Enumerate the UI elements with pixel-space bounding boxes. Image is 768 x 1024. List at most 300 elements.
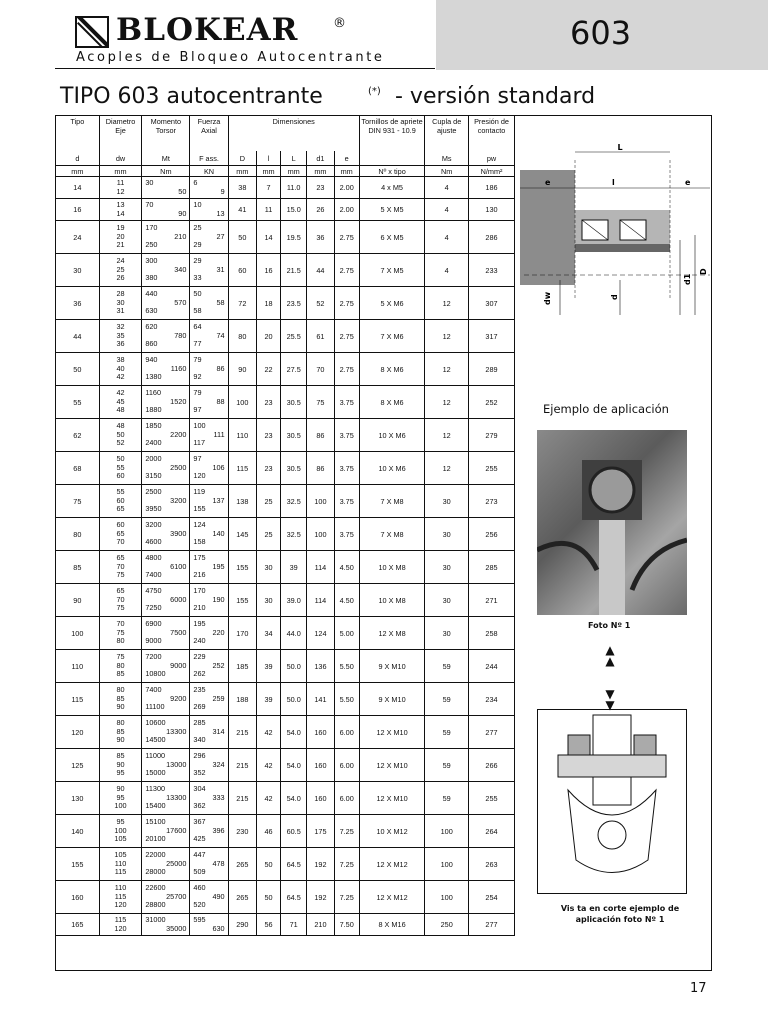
unit-cell: mm	[56, 166, 100, 177]
cell-value: 30	[145, 177, 154, 187]
cell-value: 65	[116, 586, 125, 596]
cell-value: 100	[193, 421, 206, 431]
cell-d: 44	[56, 320, 100, 353]
cell-value: 630	[212, 923, 225, 933]
table-row	[56, 683, 515, 716]
cell-L: 25.5	[281, 320, 307, 353]
cut-view-caption	[540, 903, 700, 925]
cell-value: 124	[193, 520, 206, 530]
cell-value: 10600	[145, 718, 166, 728]
table-row	[56, 650, 515, 683]
diagram-label-d: d	[610, 294, 619, 300]
cell-screw: 5 X M6	[359, 287, 425, 320]
cell-mt	[142, 320, 190, 353]
cell-pw: 285	[469, 551, 515, 584]
cell-pw: 255	[469, 452, 515, 485]
cell-value: 105	[114, 834, 127, 844]
cell-value: 170	[145, 223, 158, 233]
cell-value: 1160	[170, 363, 187, 373]
table-row	[56, 716, 515, 749]
cell-mt	[142, 177, 190, 199]
cell-d: 165	[56, 914, 100, 936]
cell-e: 6.00	[334, 749, 359, 782]
cell-D: 170	[228, 617, 256, 650]
cell-value: 13000	[166, 759, 187, 769]
cell-value: 75	[116, 603, 125, 613]
diagram-label-d1: d1	[683, 273, 692, 285]
table-row	[56, 353, 515, 386]
cell-value: 79	[193, 388, 202, 398]
cell-ms: 59	[425, 782, 469, 815]
cell-L: 27.5	[281, 353, 307, 386]
cell-value: 28	[116, 289, 125, 299]
cell-value: 520	[193, 900, 206, 910]
cell-l: 56	[257, 914, 281, 936]
cell-value: 9200	[170, 693, 187, 703]
cell-value: 229	[193, 652, 206, 662]
cell-screw: 12 X M10	[359, 782, 425, 815]
cell-value: 36	[116, 339, 125, 349]
cell-value: 620	[145, 322, 158, 332]
cell-value: 13300	[166, 726, 187, 736]
up-down-arrows-icon: ▲ ▲ ▼ ▼	[605, 643, 615, 712]
cell-value: 75	[116, 627, 125, 637]
cell-e: 2.75	[334, 353, 359, 386]
table-row	[56, 254, 515, 287]
cell-l: 23	[257, 419, 281, 452]
cell-ms: 100	[425, 881, 469, 914]
cell-d: 50	[56, 353, 100, 386]
cell-pw: 307	[469, 287, 515, 320]
cell-D: 138	[228, 485, 256, 518]
cell-dw	[99, 485, 142, 518]
cell-value: 74	[216, 330, 225, 340]
cell-value: 31	[116, 306, 125, 316]
cell-value: 3900	[170, 528, 187, 538]
photo-caption: Foto Nº 1	[588, 621, 631, 630]
cell-mt	[142, 199, 190, 221]
cell-f	[190, 848, 228, 881]
cell-d1: 192	[307, 848, 334, 881]
cell-value: 117	[193, 438, 206, 448]
cell-d1: 75	[307, 386, 334, 419]
cell-mt	[142, 386, 190, 419]
cell-screw: 12 X M12	[359, 848, 425, 881]
cell-l: 50	[257, 881, 281, 914]
cell-value: 195	[193, 619, 206, 629]
cell-e: 4.50	[334, 551, 359, 584]
cell-f	[190, 749, 228, 782]
cell-mt	[142, 914, 190, 936]
cell-value: 38	[116, 355, 125, 365]
cell-screw: 12 X M10	[359, 716, 425, 749]
symbol-cell	[359, 151, 425, 166]
cell-dw	[99, 716, 142, 749]
cell-f	[190, 320, 228, 353]
cell-ms: 30	[425, 485, 469, 518]
cell-f	[190, 881, 228, 914]
cell-value: 13300	[166, 792, 187, 802]
cell-f	[190, 650, 228, 683]
cell-value: 20100	[145, 834, 166, 844]
cell-value: 33	[193, 273, 202, 283]
cell-value: 95	[116, 768, 125, 778]
table-row	[56, 221, 515, 254]
cell-value: 11300	[145, 784, 166, 794]
cell-d: 130	[56, 782, 100, 815]
cell-L: 54.0	[281, 716, 307, 749]
registered-mark: ®	[333, 16, 346, 31]
cell-d1: 26	[307, 199, 334, 221]
cell-value: 48	[116, 421, 125, 431]
unit-cell: Nº x tipo	[359, 166, 425, 177]
cell-dw	[99, 199, 142, 221]
cell-D: 230	[228, 815, 256, 848]
cell-D: 265	[228, 848, 256, 881]
cell-value: 1380	[145, 372, 162, 382]
cell-e: 7.25	[334, 881, 359, 914]
cell-f	[190, 452, 228, 485]
cell-L: 44.0	[281, 617, 307, 650]
cell-value: 86	[216, 363, 225, 373]
cell-value: 11	[116, 177, 125, 187]
cell-value: 2500	[170, 462, 187, 472]
cell-dw	[99, 287, 142, 320]
cell-value: 7400	[145, 685, 162, 695]
cell-value: 155	[193, 504, 206, 514]
cell-L: 39.0	[281, 584, 307, 617]
cell-value: 15400	[145, 801, 166, 811]
cell-value: 35	[116, 330, 125, 340]
table-row	[56, 199, 515, 221]
cell-value: 80	[116, 660, 125, 670]
cell-e: 7.25	[334, 815, 359, 848]
cell-d1: 141	[307, 683, 334, 716]
cell-value: 3150	[145, 471, 162, 481]
cell-dw	[99, 617, 142, 650]
cell-value: 447	[193, 850, 206, 860]
cell-screw: 7 X M8	[359, 485, 425, 518]
cell-pw: 264	[469, 815, 515, 848]
cell-l: 11	[257, 199, 281, 221]
cell-value: 158	[193, 537, 206, 547]
symbol-cell: Ms	[425, 151, 469, 166]
cell-d: 120	[56, 716, 100, 749]
cell-mt	[142, 881, 190, 914]
cell-value: 90	[116, 702, 125, 712]
cell-screw: 12 X M8	[359, 617, 425, 650]
cell-pw: 277	[469, 914, 515, 936]
diagram-label-l: l	[612, 178, 615, 187]
cell-L: 30.5	[281, 452, 307, 485]
symbol-cell: pw	[469, 151, 515, 166]
cell-d1: 86	[307, 419, 334, 452]
spec-table	[55, 115, 515, 936]
unit-cell: mm	[228, 166, 256, 177]
cell-screw: 10 X M8	[359, 584, 425, 617]
cell-ms: 30	[425, 551, 469, 584]
cell-L: 30.5	[281, 386, 307, 419]
cell-value: 40	[116, 363, 125, 373]
cell-value: 10	[193, 199, 202, 209]
cell-dw	[99, 782, 142, 815]
cell-value: 110	[114, 883, 127, 893]
cell-pw: 252	[469, 386, 515, 419]
cell-value: 19	[116, 223, 125, 233]
cell-L: 32.5	[281, 485, 307, 518]
cell-pw: 130	[469, 199, 515, 221]
cell-d: 30	[56, 254, 100, 287]
cell-d1: 61	[307, 320, 334, 353]
cell-value: 304	[193, 784, 206, 794]
cell-value: 64	[193, 322, 202, 332]
cell-value: 6100	[170, 561, 187, 571]
cell-ms: 4	[425, 177, 469, 199]
cell-pw: 273	[469, 485, 515, 518]
cell-value: 210	[193, 603, 206, 613]
cell-value: 120	[193, 471, 206, 481]
cell-value: 60	[116, 471, 125, 481]
title-version: - versión standard	[395, 84, 596, 109]
cell-ms: 59	[425, 683, 469, 716]
table-row	[56, 848, 515, 881]
cell-value: 333	[212, 792, 225, 802]
cell-dw	[99, 386, 142, 419]
cell-screw: 10 X M12	[359, 815, 425, 848]
cell-ms: 4	[425, 221, 469, 254]
col-header-pressure: Presión de contacto	[469, 115, 515, 151]
cell-value: 21	[116, 240, 125, 250]
unit-cell: Nm	[142, 166, 190, 177]
cell-f	[190, 782, 228, 815]
cell-pw: 256	[469, 518, 515, 551]
cell-dw	[99, 177, 142, 199]
cell-value: 2000	[145, 454, 162, 464]
cell-mt	[142, 452, 190, 485]
cell-d: 68	[56, 452, 100, 485]
cell-D: 115	[228, 452, 256, 485]
unit-cell: mm	[257, 166, 281, 177]
cell-value: 110	[114, 858, 127, 868]
cell-value: 216	[193, 570, 206, 580]
cell-value: 7200	[145, 652, 162, 662]
cell-mt	[142, 716, 190, 749]
cell-value: 92	[193, 372, 202, 382]
cell-d: 85	[56, 551, 100, 584]
cell-ms: 12	[425, 320, 469, 353]
cell-value: 9000	[170, 660, 187, 670]
cell-value: 4800	[145, 553, 162, 563]
cell-dw	[99, 650, 142, 683]
cell-mt	[142, 848, 190, 881]
cell-f	[190, 199, 228, 221]
cell-d: 24	[56, 221, 100, 254]
cell-f	[190, 617, 228, 650]
cell-l: 42	[257, 716, 281, 749]
cell-D: 215	[228, 716, 256, 749]
cell-d: 155	[56, 848, 100, 881]
cell-dw	[99, 914, 142, 936]
cell-ms: 12	[425, 386, 469, 419]
cell-d1: 100	[307, 485, 334, 518]
cell-value: 460	[193, 883, 206, 893]
cell-value: 31000	[145, 914, 166, 924]
cell-value: 25700	[166, 891, 187, 901]
table-row	[56, 782, 515, 815]
cell-value: 3200	[170, 495, 187, 505]
cell-e: 3.75	[334, 452, 359, 485]
cell-screw: 8 X M6	[359, 386, 425, 419]
cell-value: 30	[116, 297, 125, 307]
application-photo-illustration	[537, 430, 687, 615]
brand-name: BLOKEAR	[116, 12, 299, 48]
cell-value: 111	[213, 429, 225, 439]
cell-value: 85	[116, 726, 125, 736]
cell-D: 215	[228, 782, 256, 815]
cell-d: 110	[56, 650, 100, 683]
cell-d: 36	[56, 287, 100, 320]
cell-value: 58	[216, 297, 225, 307]
cell-value: 90	[116, 784, 125, 794]
cell-value: 70	[116, 594, 125, 604]
cell-value: 860	[145, 339, 158, 349]
col-header-shaft: Diametro Eje	[99, 115, 142, 151]
cell-value: 940	[145, 355, 158, 365]
cell-value: 77	[193, 339, 202, 349]
cell-l: 42	[257, 782, 281, 815]
cell-value: 95	[116, 792, 125, 802]
cell-value: 106	[212, 462, 225, 472]
cut-view-drawing	[537, 709, 687, 894]
cell-ms: 250	[425, 914, 469, 936]
cell-value: 570	[174, 297, 187, 307]
cell-value: 70	[116, 619, 125, 629]
cell-screw: 9 X M10	[359, 683, 425, 716]
table-row	[56, 485, 515, 518]
cell-e: 3.75	[334, 419, 359, 452]
cell-e: 5.50	[334, 683, 359, 716]
cell-value: 13	[116, 199, 125, 209]
cell-value: 24	[116, 256, 125, 266]
cell-value: 425	[193, 834, 206, 844]
cell-f	[190, 485, 228, 518]
col-header-screws: Tornillos de apriete DIN 931 - 10.9	[359, 115, 425, 151]
cell-value: 119	[193, 487, 206, 497]
cell-screw: 10 X M6	[359, 419, 425, 452]
cell-L: 54.0	[281, 782, 307, 815]
header-rule	[55, 68, 435, 69]
cell-value: 478	[212, 858, 225, 868]
cell-value: 27	[216, 231, 225, 241]
cell-D: 38	[228, 177, 256, 199]
cell-value: 7250	[145, 603, 162, 613]
brand-logo-icon	[75, 16, 109, 48]
table-row	[56, 320, 515, 353]
cell-ms: 59	[425, 716, 469, 749]
cell-l: 39	[257, 683, 281, 716]
cell-l: 34	[257, 617, 281, 650]
cell-ms: 30	[425, 617, 469, 650]
cell-screw: 8 X M16	[359, 914, 425, 936]
cell-l: 23	[257, 452, 281, 485]
table-row	[56, 419, 515, 452]
cell-value: 42	[116, 388, 125, 398]
symbol-cell: l	[257, 151, 281, 166]
cell-e: 2.75	[334, 287, 359, 320]
cell-value: 190	[212, 594, 225, 604]
cell-value: 1880	[145, 405, 162, 415]
cell-value: 79	[193, 355, 202, 365]
hub-section	[520, 170, 575, 285]
cell-value: 1850	[145, 421, 162, 431]
col-header-force: Fuerza Axial	[190, 115, 228, 151]
cell-value: 6900	[145, 619, 162, 629]
cell-value: 380	[145, 273, 158, 283]
cell-L: 15.0	[281, 199, 307, 221]
cell-L: 64.5	[281, 881, 307, 914]
cell-L: 50.0	[281, 683, 307, 716]
cell-D: 290	[228, 914, 256, 936]
symbol-cell: dw	[99, 151, 142, 166]
cell-value: 240	[193, 636, 206, 646]
cell-d1: 52	[307, 287, 334, 320]
cell-d1: 114	[307, 584, 334, 617]
cell-value: 259	[212, 693, 225, 703]
cell-value: 1160	[145, 388, 162, 398]
cell-value: 12	[116, 186, 125, 196]
cell-d1: 124	[307, 617, 334, 650]
cell-value: 31	[216, 264, 225, 274]
cell-ms: 59	[425, 650, 469, 683]
cell-value: 300	[145, 256, 158, 266]
cell-ms: 4	[425, 199, 469, 221]
unit-cell: mm	[307, 166, 334, 177]
cell-D: 80	[228, 320, 256, 353]
cell-value: 70	[145, 199, 154, 209]
page-title: TIPO 603 autocentrante	[60, 84, 323, 109]
cell-dw	[99, 518, 142, 551]
cell-value: 14	[116, 208, 125, 218]
cell-value: 175	[193, 553, 206, 563]
cell-value: 4600	[145, 537, 162, 547]
cell-f	[190, 584, 228, 617]
cut-caption-line-2: aplicación foto Nº 1	[575, 915, 665, 924]
cell-d: 115	[56, 683, 100, 716]
cell-d: 160	[56, 881, 100, 914]
cell-d: 80	[56, 518, 100, 551]
cell-l: 7	[257, 177, 281, 199]
cell-value: 262	[193, 669, 206, 679]
spec-table-container	[55, 115, 515, 971]
cell-value: 97	[193, 454, 202, 464]
cell-d: 16	[56, 199, 100, 221]
table-row	[56, 815, 515, 848]
cell-value: 252	[212, 660, 225, 670]
cell-l: 50	[257, 848, 281, 881]
cell-f	[190, 254, 228, 287]
cell-pw: 186	[469, 177, 515, 199]
cell-value: 80	[116, 718, 125, 728]
cell-d1: 160	[307, 749, 334, 782]
cell-pw: 263	[469, 848, 515, 881]
unit-cell: mm	[99, 166, 142, 177]
cell-dw	[99, 551, 142, 584]
cell-value: 250	[145, 240, 158, 250]
cell-l: 30	[257, 584, 281, 617]
unit-cell: mm	[334, 166, 359, 177]
table-row	[56, 452, 515, 485]
cell-e: 3.75	[334, 485, 359, 518]
